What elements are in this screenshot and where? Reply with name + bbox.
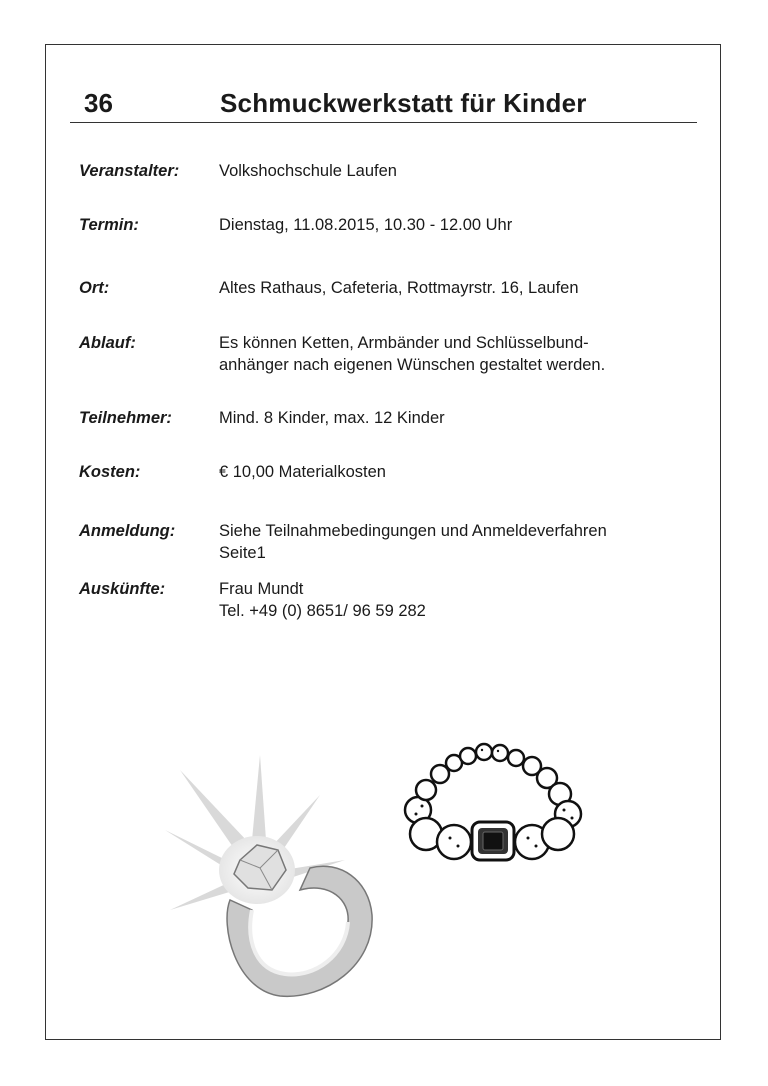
row-label: Termin: bbox=[79, 216, 139, 234]
value-line: Frau Mundt bbox=[219, 580, 304, 598]
bead-ring-icon bbox=[392, 738, 592, 868]
value-line: Tel. +49 (0) 8651/ 96 59 282 bbox=[219, 602, 426, 620]
row-label: Teilnehmer: bbox=[79, 409, 172, 427]
row-value bbox=[219, 520, 691, 564]
value-line: Altes Rathaus, Cafeteria, Rottmayrstr. 16, Laufen bbox=[219, 279, 579, 297]
row-label: Ablauf: bbox=[79, 334, 136, 352]
value-line: anhänger nach eigenen Wünschen gestaltet werden. bbox=[219, 356, 606, 374]
row-value bbox=[219, 461, 691, 483]
row-value bbox=[219, 407, 691, 429]
value-line: Es können Ketten, Armbänder und Schlüsselbund- bbox=[219, 334, 589, 352]
row-value bbox=[219, 214, 691, 236]
page-number: 36 bbox=[84, 88, 113, 118]
row-value bbox=[219, 160, 691, 182]
row-label: Ort: bbox=[79, 279, 110, 297]
value-line: Dienstag, 11.08.2015, 10.30 - 12.00 Uhr bbox=[219, 216, 513, 234]
page-title: Schmuckwerkstatt für Kinder bbox=[220, 88, 587, 118]
row-value bbox=[219, 332, 691, 376]
value-line: € 10,00 Materialkosten bbox=[219, 463, 386, 481]
value-line: Mind. 8 Kinder, max. 12 Kinder bbox=[219, 409, 445, 427]
row-label: Kosten: bbox=[79, 463, 141, 481]
row-value bbox=[219, 277, 691, 299]
row-label: Anmeldung: bbox=[79, 522, 176, 540]
row-label: Auskünfte: bbox=[79, 580, 166, 598]
value-line: Siehe Teilnahmebedingungen und Anmeldeverfahren bbox=[219, 522, 607, 540]
row-value bbox=[219, 578, 691, 622]
diamond-ring-icon bbox=[160, 750, 390, 1000]
row-label: Veranstalter: bbox=[79, 162, 180, 180]
page-header bbox=[70, 84, 697, 123]
value-line: Seite1 bbox=[219, 544, 266, 562]
value-line: Volkshochschule Laufen bbox=[219, 162, 397, 180]
